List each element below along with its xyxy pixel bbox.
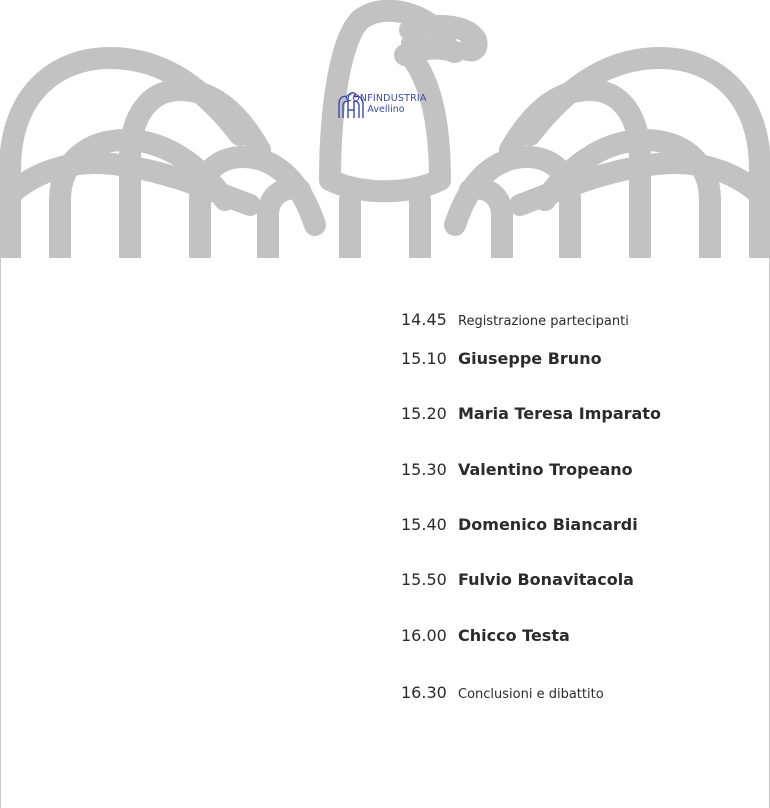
agenda-item xyxy=(401,460,633,488)
agenda-speaker: Valentino Tropeano xyxy=(458,460,633,479)
agenda-time: 15.50 xyxy=(401,570,447,589)
confindustria-eagle-icon xyxy=(336,90,366,120)
agenda-time: 15.30 xyxy=(401,460,447,479)
agenda-item xyxy=(401,515,638,543)
agenda-item xyxy=(401,349,602,377)
agenda-speaker: Domenico Biancardi xyxy=(458,515,638,534)
agenda-time: 16.30 xyxy=(401,683,447,702)
agenda-item xyxy=(401,310,629,338)
agenda-time: 16.00 xyxy=(401,626,447,645)
agenda-speaker: Maria Teresa Imparato xyxy=(458,404,661,423)
agenda-item xyxy=(401,404,661,432)
agenda-item xyxy=(401,626,570,654)
agenda-speaker: Giuseppe Bruno xyxy=(458,349,602,368)
logo-org-name: CONFINDUSTRIA xyxy=(345,93,427,104)
logo-city-name: Avellino xyxy=(367,104,405,115)
agenda-time: 15.40 xyxy=(401,515,447,534)
page-left-border xyxy=(0,258,1,808)
agenda-speaker: Chicco Testa xyxy=(458,626,570,645)
agenda-time: 15.20 xyxy=(401,404,447,423)
confindustria-logo xyxy=(336,90,436,152)
agenda-activity: Registrazione partecipanti xyxy=(458,314,629,329)
agenda-speaker: Fulvio Bonavitacola xyxy=(458,570,634,589)
agenda-time: 14.45 xyxy=(401,310,447,329)
agenda-item xyxy=(401,570,634,598)
agenda-time: 15.10 xyxy=(401,349,447,368)
agenda-item xyxy=(401,683,604,711)
header-banner xyxy=(0,0,770,258)
agenda-activity: Conclusioni e dibattito xyxy=(458,687,604,702)
